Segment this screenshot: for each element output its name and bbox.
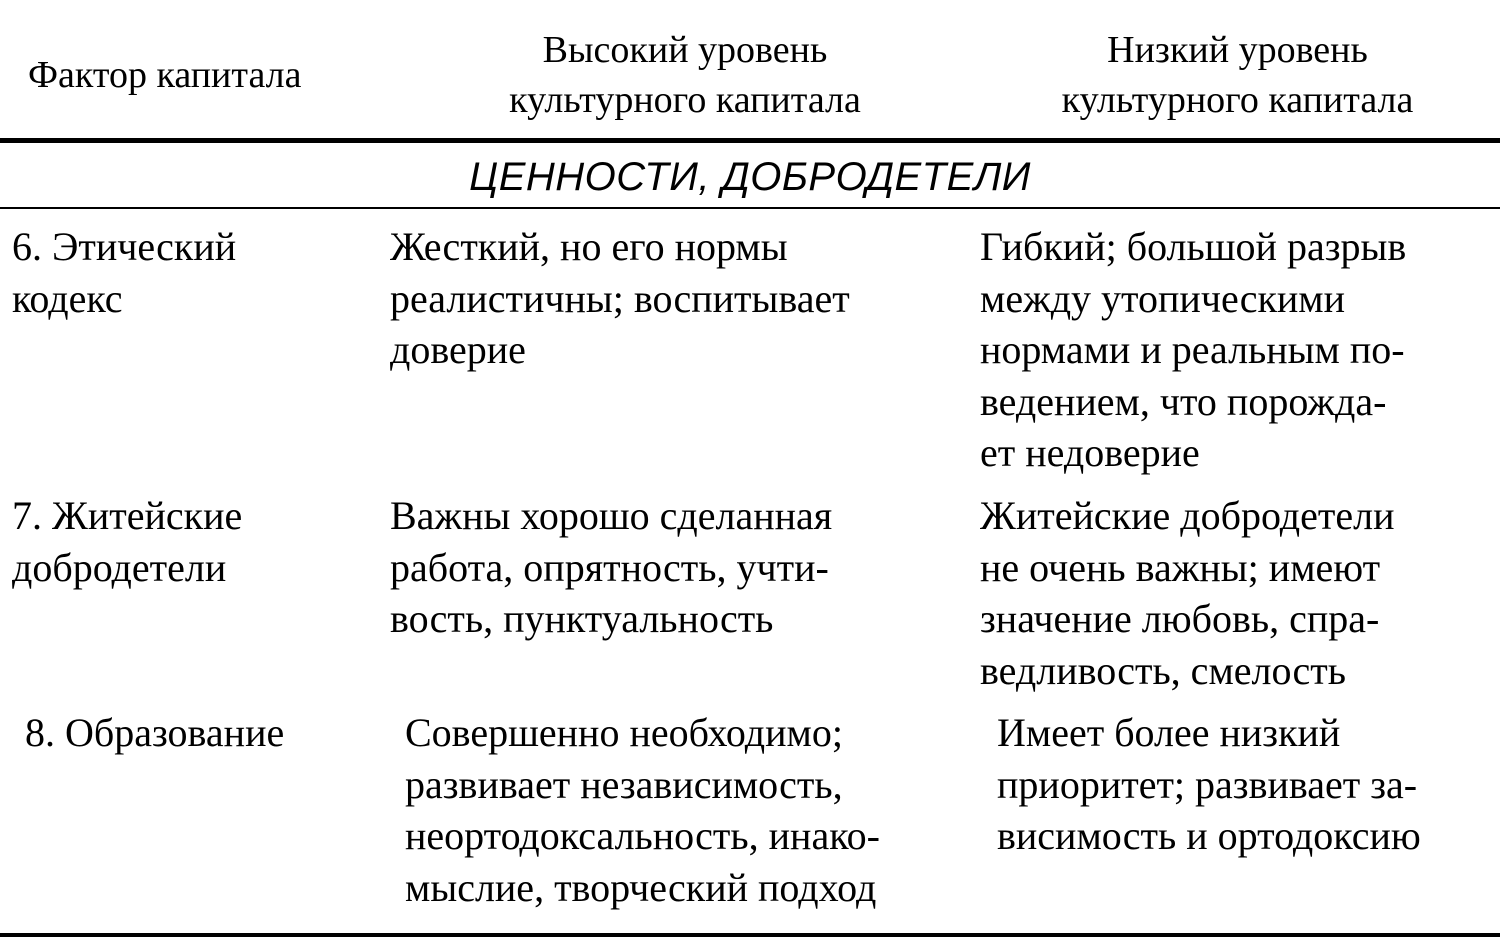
row-8-high: Совершенно необходимо; развивает независимость, неортодоксальность, инако- мыслие, творческий подход [405, 710, 880, 910]
header-low-level: Низкий уровень культурного капитала [1061, 29, 1414, 121]
row-7-high: Важны хорошо сделанная работа, опрятность, учти- вость, пунктуальность [390, 493, 833, 641]
table-bottom-rule [0, 933, 1500, 937]
section-divider [0, 207, 1500, 209]
row-7-factor: 7. Житейские добродетели [12, 493, 243, 590]
row-8-low: Имеет более низкий приоритет; развивает за- висимость и ортодоксию [997, 710, 1421, 858]
header-divider [0, 138, 1500, 143]
row-6-factor: 6. Этический кодекс [12, 224, 237, 321]
header-factor: Фактор капитала [28, 54, 302, 96]
row-6-low: Гибкий; большой разрыв между утопическими нормами и реальным по- ведением, что порожда- ет недоверие [980, 224, 1407, 475]
row-7-low: Житейские добродетели не очень важны; имеют значение любовь, спра- ведливость, смелость [980, 493, 1395, 693]
row-8-factor: 8. Образование [25, 710, 285, 755]
row-6-high: Жесткий, но его нормы реалистичны; воспитывает доверие [390, 224, 850, 372]
section-title: ЦЕННОСТИ, ДОБРОДЕТЕЛИ [469, 155, 1031, 199]
header-high-level: Высокий уровень культурного капитала [509, 29, 861, 121]
